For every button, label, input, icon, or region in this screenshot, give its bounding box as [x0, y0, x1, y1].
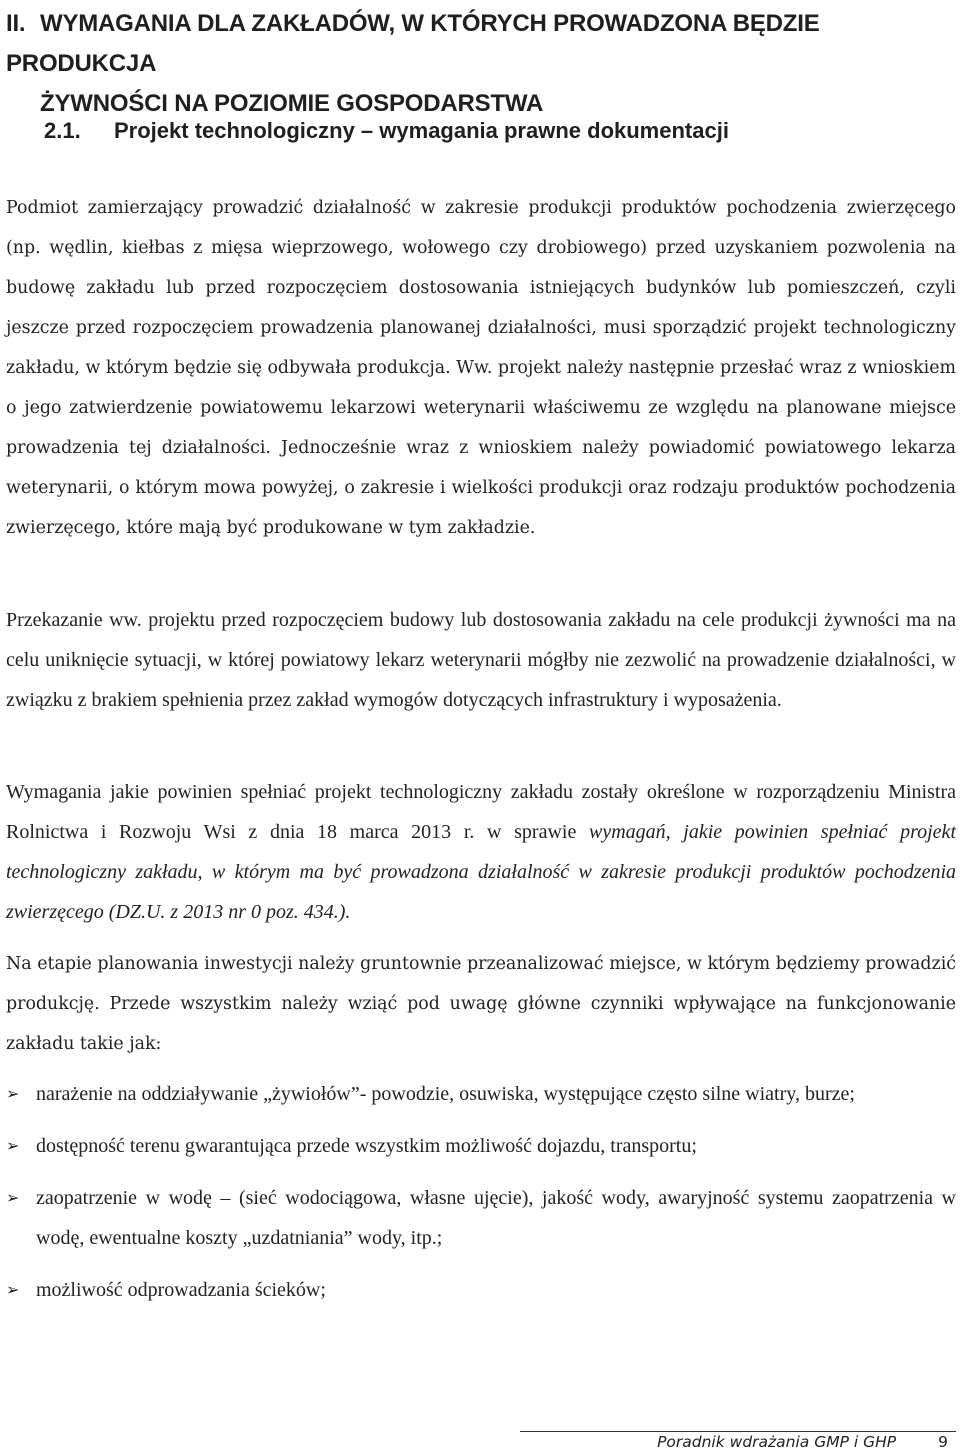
list-item [6, 1270, 956, 1310]
paragraph-planning: Na etapie planowania inwestycji należy gruntownie przeanalizować miejsce, w którym będziemy prowadzić produkcję. Przede wszystkim należy wziąć pod uwagę główne czynniki wpływające na funkcjonowanie zakładu takie jak: [6, 954, 956, 1054]
chapter-heading [6, 4, 956, 124]
chapter-title-line1: WYMAGANIA DLA ZAKŁADÓW, W KTÓRYCH PROWADZONA BĘDZIE PRODUKCJA [6, 10, 820, 77]
chapter-number: II. [6, 10, 26, 37]
factors-list [6, 1074, 956, 1322]
page-footer [657, 1431, 948, 1453]
section-number: 2.1. [44, 118, 81, 143]
regulation-title-italic: wymagań, jakie powinien spełniać projekt technologiczny zakładu, w którym ma być prowadzona działalność w zakresie produkcji produktów pochodzenia zwierzęcego (DZ.U. z 2013 nr 0 poz. 434.). [6, 821, 956, 923]
list-item [6, 1178, 956, 1258]
list-item-text: narażenie na oddziaływanie „żywiołów”- powodzie, osuwiska, występujące często silne wiatry, burze; [36, 1083, 855, 1105]
arrowhead-bullet-icon: ➢ [6, 1188, 20, 1207]
paragraph-regulation [6, 772, 956, 932]
chapter-title-line2: ŻYWNOŚCI NA POZIOMIE GOSPODARSTWA [40, 90, 544, 117]
list-item [6, 1126, 956, 1166]
page-number: 9 [938, 1433, 948, 1451]
list-item [6, 1074, 956, 1114]
arrowhead-bullet-icon: ➢ [6, 1136, 20, 1155]
regulation-intro-text: Wymagania jakie powinien spełniać projekt technologiczny zakładu zostały określone w rozporządzeniu Ministra Rolnictwa i Rozwoju Wsi z dnia 18 marca 2013 r. w sprawie [6, 781, 956, 843]
section-title: Projekt technologiczny – wymagania prawne dokumentacji [114, 118, 729, 143]
list-item-text: możliwość odprowadzania ścieków; [36, 1279, 326, 1301]
arrowhead-bullet-icon: ➢ [6, 1084, 20, 1103]
arrowhead-bullet-icon: ➢ [6, 1280, 20, 1299]
paragraph-project-submission: Przekazanie ww. projektu przed rozpoczęciem budowy lub dostosowania zakładu na cele produkcji żywności ma na celu uniknięcie sytuacji, w której powiatowy lekarz weterynarii mógłby nie zezwolić na prowadzenie działalności, w związku z brakiem spełnienia przez zakład wymogów dotyczących infrastruktury i wyposażenia. [6, 609, 956, 711]
section-heading [44, 112, 944, 150]
list-item-text: zaopatrzenie w wodę – (sieć wodociągowa, własne ujęcie), jakość wody, awaryjność systemu zaopatrzenia w wodę, ewentualne koszty „uzdatniania” wody, itp.; [36, 1187, 956, 1249]
footer-title: Poradnik wdrażania GMP i GHP [657, 1433, 897, 1451]
list-item-text: dostępność terenu gwarantująca przede wszystkim możliwość dojazdu, transportu; [36, 1135, 697, 1157]
paragraph-project-requirement: Podmiot zamierzający prowadzić działalność w zakresie produkcji produktów pochodzenia zwierzęcego (np. wędlin, kiełbas z mięsa wieprzowego, wołowego czy drobiowego) przed uzyskaniem pozwolenia na budowę zakładu lub przed rozpoczęciem dostosowania istniejących budynków lub pomieszczeń, czyli jeszcze przed rozpoczęciem prowadzenia planowanej działalności, musi sporządzić projekt technologiczny zakładu, w którym będzie się odbywała produkcja. Ww. projekt należy następnie przesłać wraz z wnioskiem o jego zatwierdzenie powiatowemu lekarzowi weterynarii właściwemu ze względu na planowane miejsce prowadzenia tej działalności. Jednocześnie wraz z wnioskiem należy powiadomić powiatowego lekarza weterynarii, o którym mowa powyżej, o zakresie i wielkości produkcji oraz rodzaju produktów pochodzenia zwierzęcego, które mają być produkowane w tym zakładzie. [6, 198, 956, 538]
